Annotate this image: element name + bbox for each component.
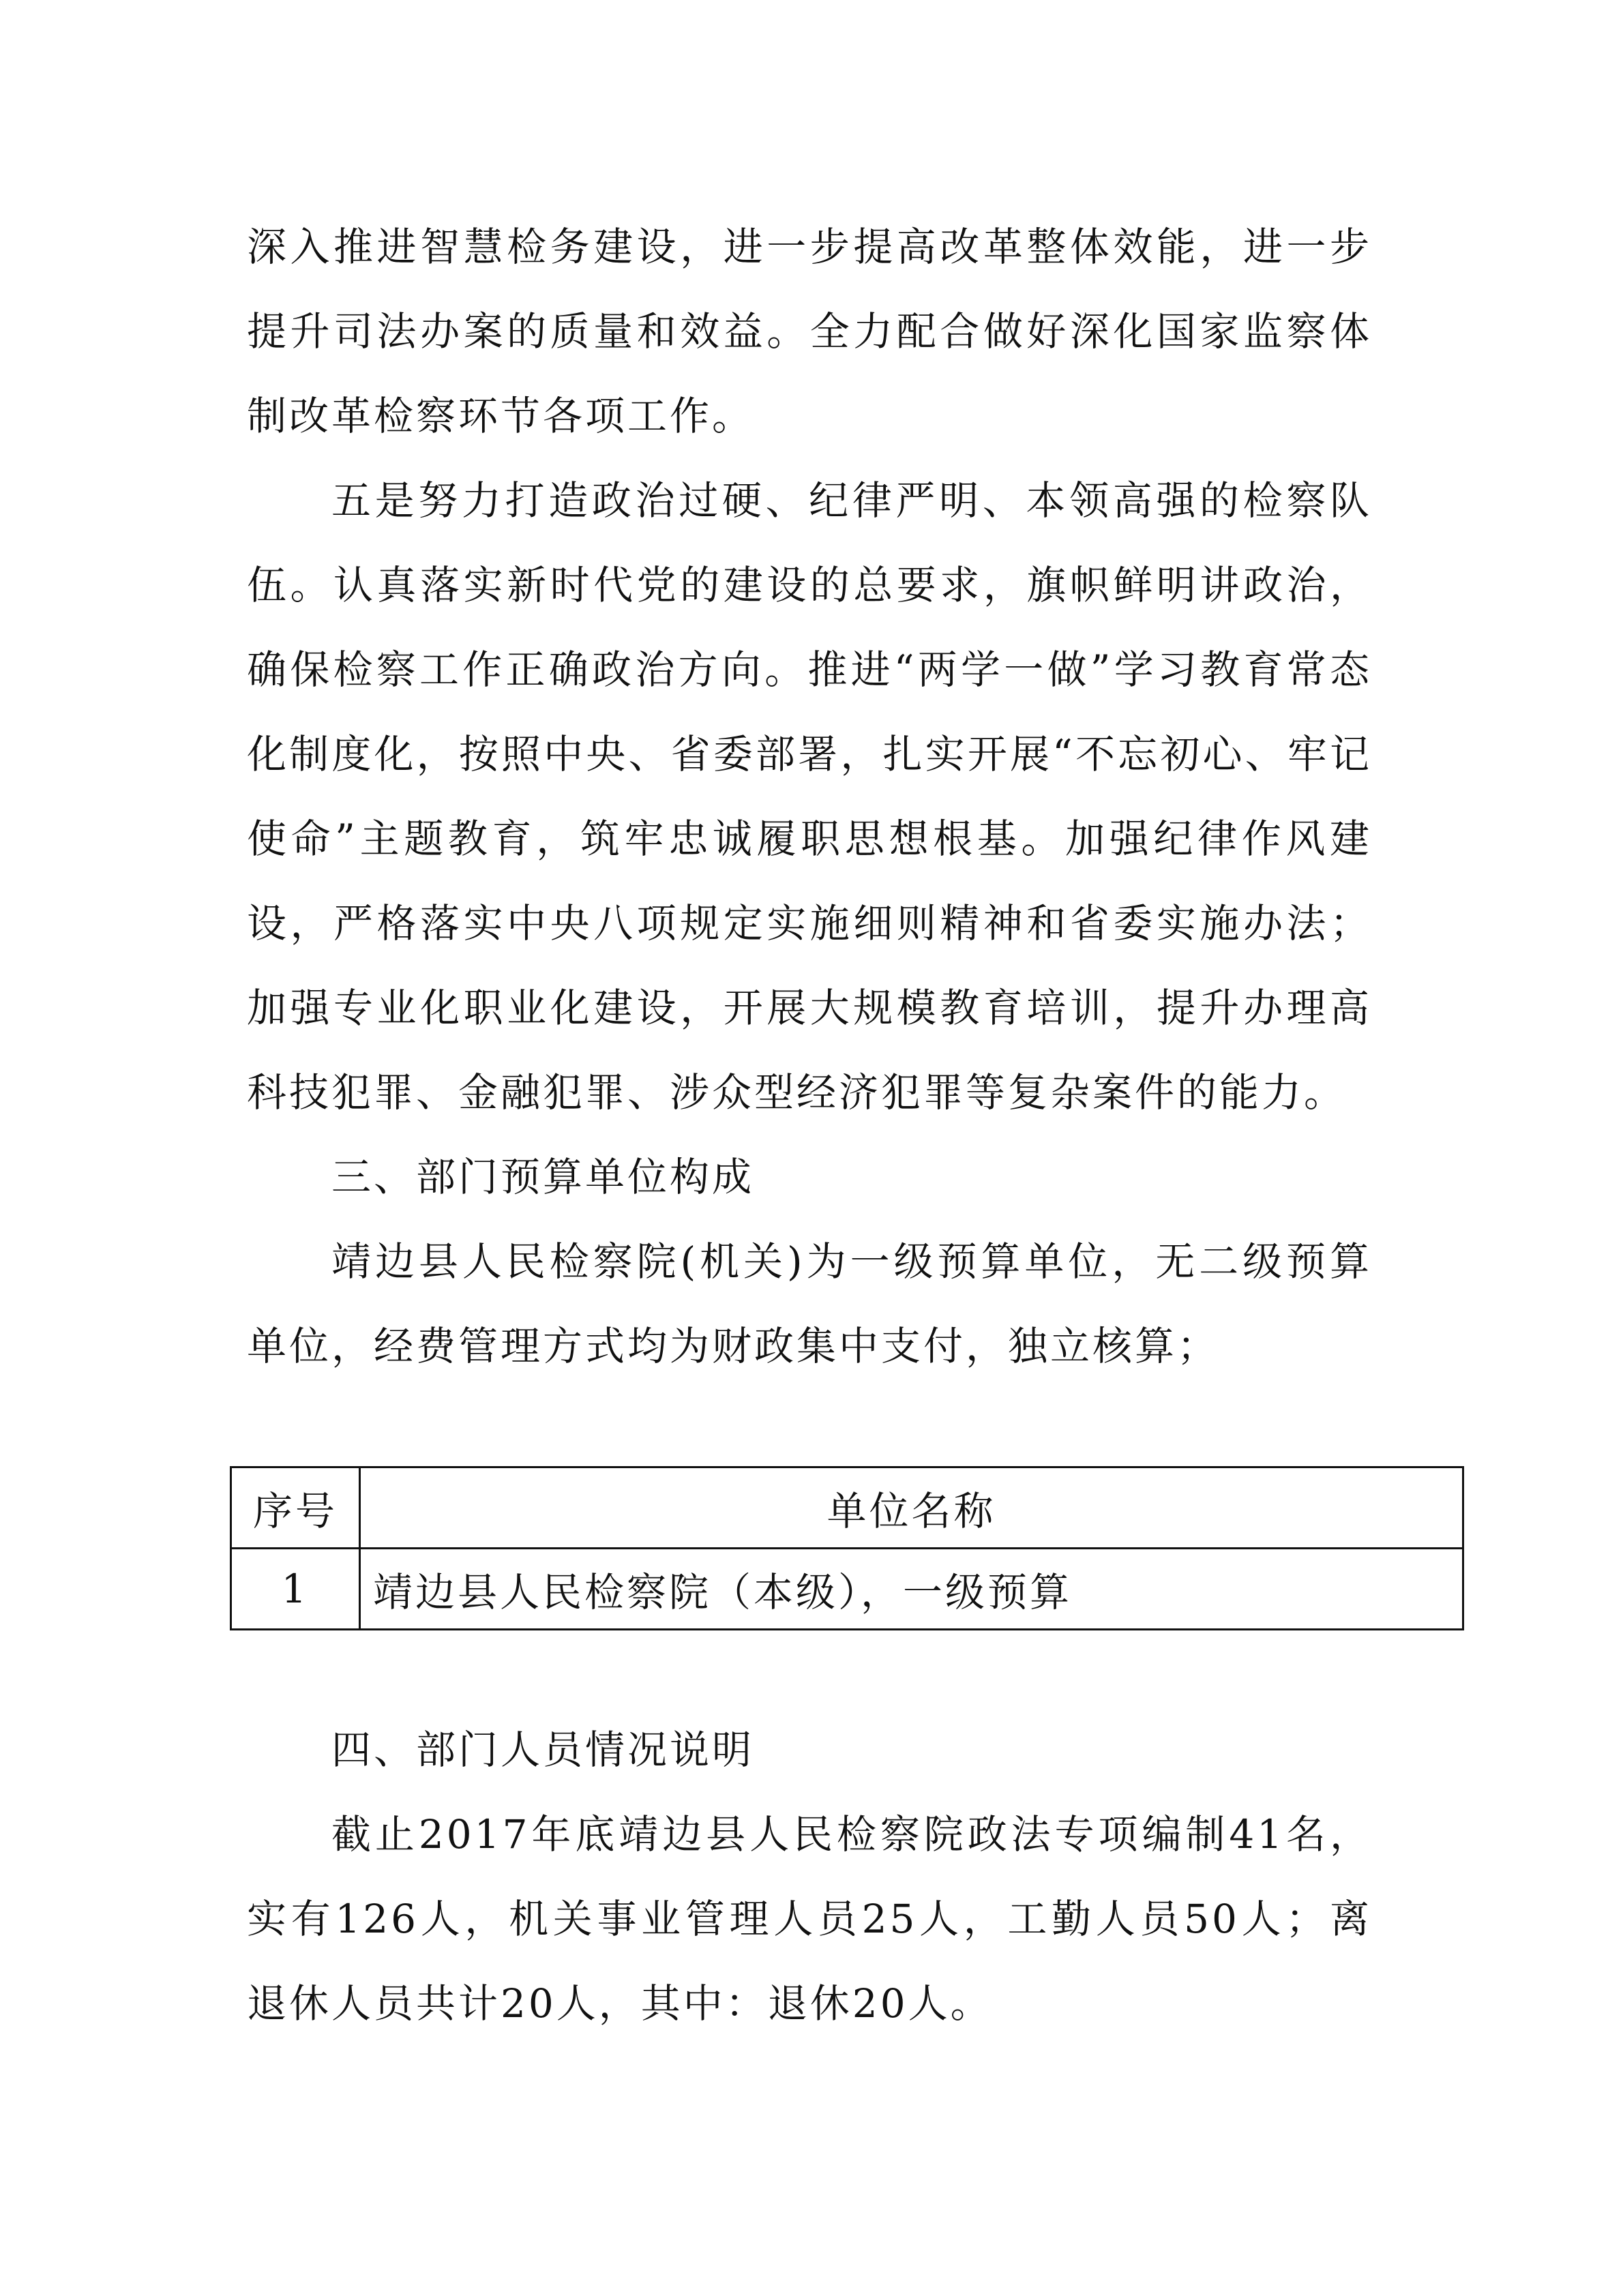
section3-paragraph: 靖边县人民检察院(机关)为一级预算单位，无二级预算单位，经费管理方式均为财政集中支付，独立核算； xyxy=(247,1238,1372,1369)
body-text-bottom xyxy=(247,1708,1372,2046)
paragraph-item-five: 五是努力打造政治过硬、纪律严明、本领高强的检察队伍。认真落实新时代党的建设的总要求，旗帜鲜明讲政治，确保检察工作正确政治方向。推进“两学一做”学习教育常态化制度化，按照中央、省委部署，扎实开展“不忘初心、牢记使命”主题教育，筑牢忠诚履职思想根基。加强纪律作风建设，严格落实中央八项规定实施细则精神和省委实施办法；加强专业化职业化建设，开展大规模教育培训，提升办理高科技犯罪、金融犯罪、涉众型经济犯罪等复杂案件的能力。 xyxy=(247,477,1372,1116)
paragraph-continuation: 深入推进智慧检务建设，进一步提高改革整体效能，进一步提升司法办案的质量和效益。全力配合做好深化国家监察体制改革检察环节各项工作。 xyxy=(247,224,1372,439)
budget-units-table xyxy=(230,1466,1464,1630)
section4-paragraph: 截止2017年底靖边县人民检察院政法专项编制41名，实有126人，机关事业管理人员25人，工勤人员50人；离退休人员共计20人，其中：退休20人。 xyxy=(247,1811,1372,2027)
section-heading-4: 四、部门人员情况说明 xyxy=(331,1727,755,1773)
table-cell-no: 1 xyxy=(231,1549,360,1630)
table-header-row xyxy=(231,1467,1463,1549)
table-header-name: 单位名称 xyxy=(360,1467,1463,1549)
table-header-no: 序号 xyxy=(231,1467,360,1549)
section-heading-3: 三、部门预算单位构成 xyxy=(331,1154,755,1200)
table-cell-name: 靖边县人民检察院（本级），一级预算 xyxy=(360,1549,1463,1630)
body-text-top xyxy=(247,205,1372,1388)
table-row xyxy=(231,1549,1463,1630)
